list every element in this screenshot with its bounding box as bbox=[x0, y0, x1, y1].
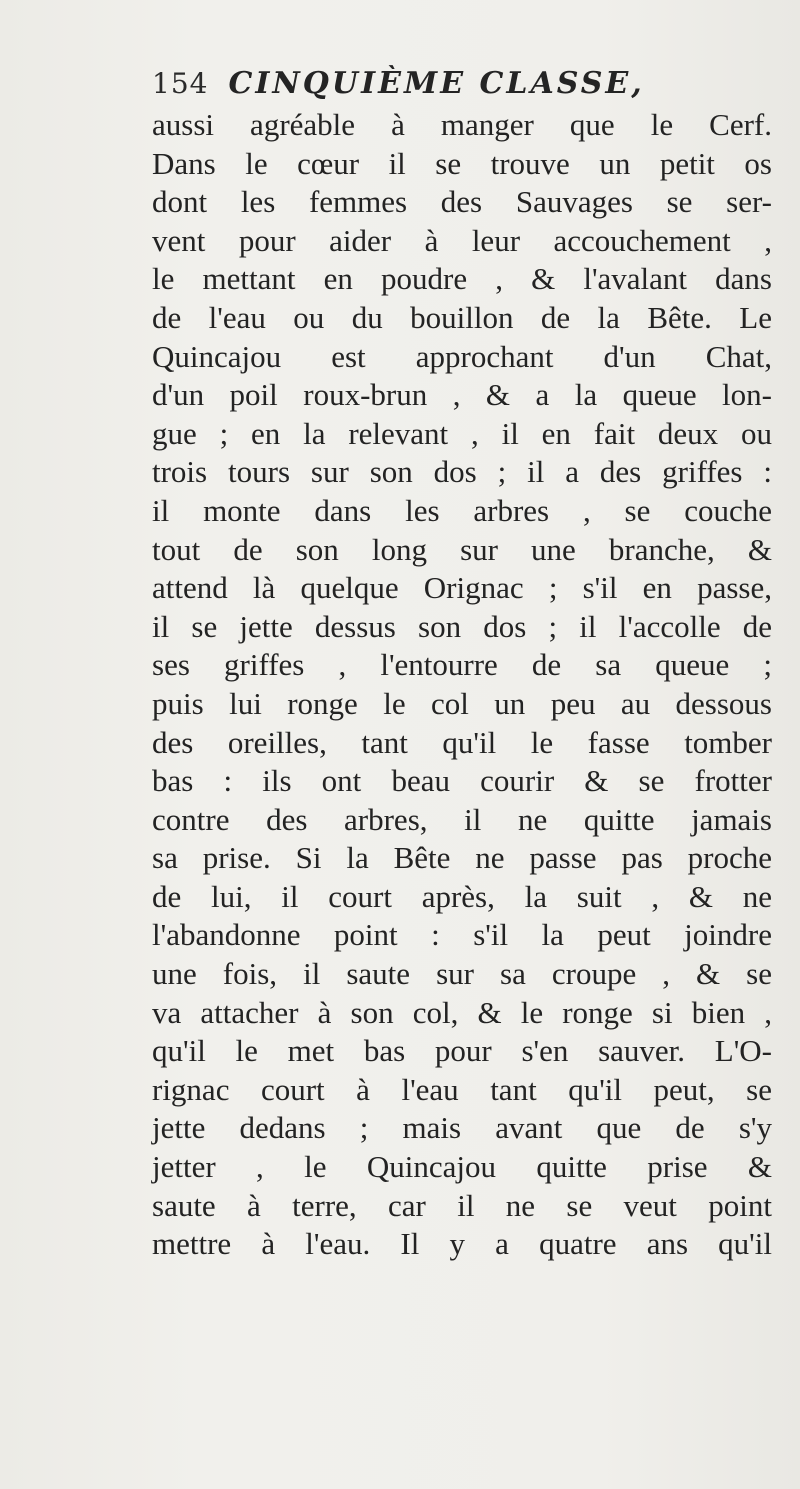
text-line: l'abandonne point : s'il la peut joindre bbox=[152, 917, 772, 953]
text-line: Quincajou est approchant d'un Chat, bbox=[152, 338, 772, 374]
text-line: jetter , le Quincajou quitte prise & bbox=[152, 1149, 772, 1185]
text-line: va attacher à son col, & le ronge si bien , bbox=[152, 994, 772, 1030]
text-line: il se jette dessus son dos ; il l'accolle de bbox=[152, 608, 772, 644]
text-line: qu'il le met bas pour s'en sauver. L'O- bbox=[152, 1033, 772, 1069]
page-number: 154 bbox=[152, 67, 209, 100]
text-line: des oreilles, tant qu'il le fasse tomber bbox=[152, 724, 772, 760]
text-line: tout de son long sur une branche, & bbox=[152, 531, 772, 567]
text-line: trois tours sur son dos ; il a des griffes : bbox=[152, 454, 772, 490]
text-line: jette dedans ; mais avant que de s'y bbox=[152, 1110, 772, 1146]
running-head bbox=[152, 62, 772, 106]
text-line: ses griffes , l'entourre de sa queue ; bbox=[152, 647, 772, 683]
text-line: puis lui ronge le col un peu au dessous bbox=[152, 685, 772, 721]
text-line: de lui, il court après, la suit , & ne bbox=[152, 878, 772, 914]
text-line: contre des arbres, il ne quitte jamais bbox=[152, 801, 772, 837]
text-line: mettre à l'eau. Il y a quatre ans qu'il bbox=[152, 1226, 772, 1262]
text-line: saute à terre, car il ne se veut point bbox=[152, 1187, 772, 1223]
text-line: aussi agréable à manger que le Cerf. bbox=[152, 107, 772, 142]
text-line: dont les femmes des Sauvages se ser- bbox=[152, 184, 772, 220]
text-line: sa prise. Si la Bête ne passe pas proche bbox=[152, 840, 772, 876]
text-line: le mettant en poudre , & l'avalant dans bbox=[152, 261, 772, 297]
text-line: d'un poil roux-brun , & a la queue lon- bbox=[152, 377, 772, 413]
text-line: vent pour aider à leur accouchement , bbox=[152, 222, 772, 258]
text-line: rignac court à l'eau tant qu'il peut, se bbox=[152, 1071, 772, 1107]
text-line: il monte dans les arbres , se couche bbox=[152, 492, 772, 528]
body-text bbox=[152, 106, 772, 1264]
text-line: une fois, il saute sur sa croupe , & se bbox=[152, 956, 772, 992]
text-line: gue ; en la relevant , il en fait deux ou bbox=[152, 415, 772, 451]
text-line: Dans le cœur il se trouve un petit os bbox=[152, 145, 772, 181]
text-line: de l'eau ou du bouillon de la Bête. Le bbox=[152, 299, 772, 335]
text-line: attend là quelque Orignac ; s'il en passe, bbox=[152, 570, 772, 606]
text-line: bas : ils ont beau courir & se frotter bbox=[152, 763, 772, 799]
chapter-title: CINQUIÈME CLASSE, bbox=[228, 66, 645, 101]
